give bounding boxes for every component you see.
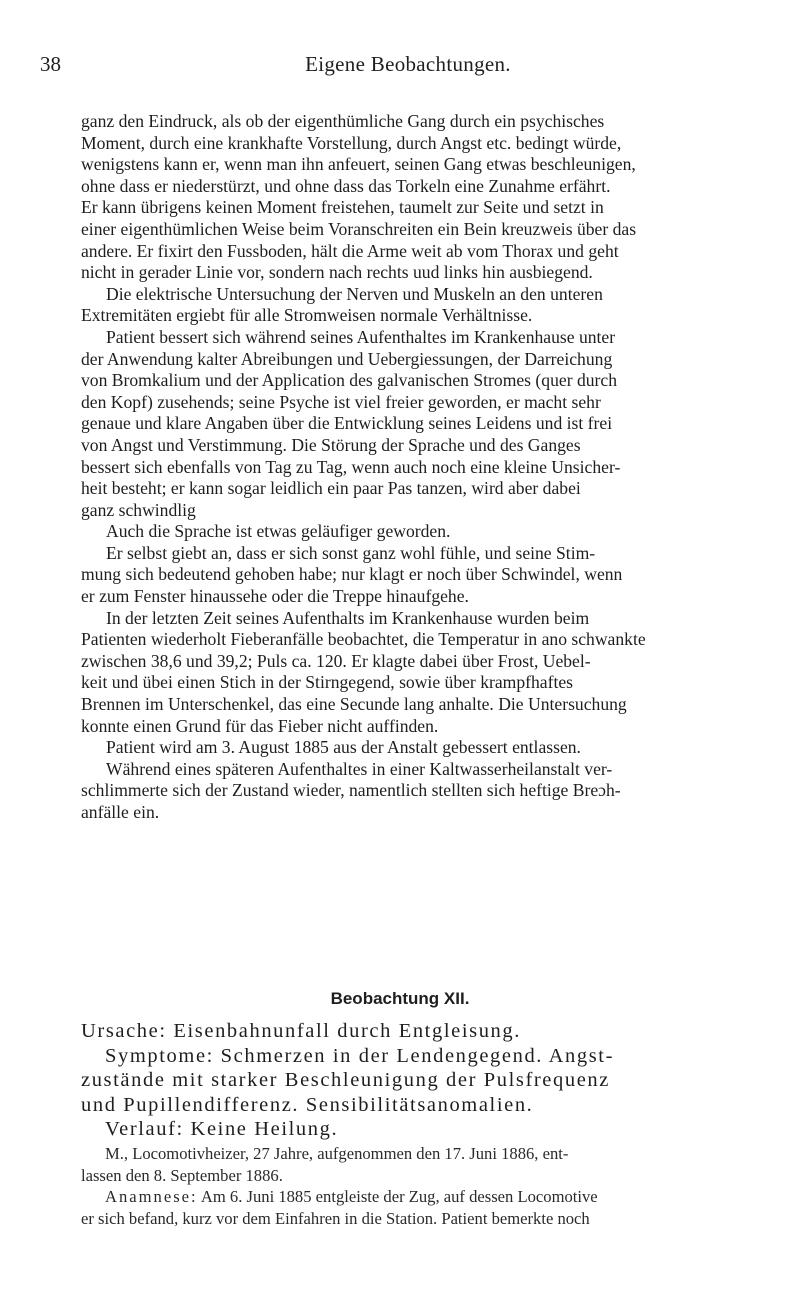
text-line: Patient wird am 3. August 1885 aus der Anstalt gebessert entlassen. <box>106 737 581 758</box>
text-line: zwischen 38,6 und 39,2; Puls ca. 120. Er klagte dabei über Frost, Uebel- <box>81 650 591 671</box>
case-summary <box>81 1019 743 1142</box>
text-line: Auch die Sprache ist etwas geläufiger geworden. <box>106 521 451 542</box>
text-line: heit besteht; er kann sogar leidlich ein paar Pas tanzen, wird aber dabei <box>81 478 581 499</box>
text-line: konnte einen Grund für das Fieber nicht auffinden. <box>81 715 439 736</box>
case-line-text: Am 6. Juni 1885 entgleiste der Zug, auf dessen Locomotive <box>197 1187 598 1206</box>
case-line <box>81 1186 743 1208</box>
case-line: M., Locomotivheizer, 27 Jahre, aufgenommen den 17. Juni 1886, ent- <box>105 1144 569 1163</box>
running-title: Eigene Beobachtungen. <box>305 52 511 76</box>
page-header <box>40 52 776 82</box>
summary-line: und Pupillendifferenz. Sensibilitätsanomalien. <box>81 1093 534 1116</box>
text-line: anfälle ein. <box>81 802 160 822</box>
case-history <box>81 1143 743 1229</box>
text-line: In der letzten Zeit seines Aufenthalts im Krankenhause wurden beim <box>106 607 590 628</box>
text-line: Patient bessert sich während seines Aufenthaltes im Krankenhause unter <box>106 326 616 347</box>
summary-line: zustände mit starker Beschleunigung der Pulsfrequenz <box>81 1069 610 1091</box>
text-line: bessert sich ebenfalls von Tag zu Tag, wenn auch noch eine kleine Unsicher- <box>81 456 621 477</box>
case-line: er sich befand, kurz vor dem Einfahren in die Station. Patient bemerkte noch <box>81 1208 590 1228</box>
text-line: von Angst und Verstimmung. Die Störung der Sprache und des Ganges <box>81 434 581 455</box>
text-line: ganz schwindlig <box>81 499 196 520</box>
text-line: Die elektrische Untersuchung der Nerven und Muskeln an den unteren <box>106 283 603 304</box>
text-line: ohne dass er niederstürzt, und ohne dass das Torkeln eine Zunahme erfährt. <box>81 175 611 196</box>
text-line: Er selbst giebt an, dass er sich sonst ganz wohl fühle, und seine Stim- <box>106 542 596 563</box>
text-line: nicht in gerader Linie vor, sondern nach rechts uud links hin ausbiegend. <box>81 262 593 283</box>
text-line: Extremitäten ergiebt für alle Stromweisen normale Verhältnisse. <box>81 305 533 326</box>
case-line: lassen den 8. September 1886. <box>81 1165 283 1185</box>
text-line: ganz den Eindruck, als ob der eigenthümliche Gang durch ein psychisches <box>81 111 605 131</box>
text-line: der Anwendung kalter Abreibungen und Uebergiessungen, der Darreichung <box>81 348 613 369</box>
text-line: er zum Fenster hinaussehe oder die Treppe hinaufgehe. <box>81 586 469 607</box>
section-heading: Beobachtung XII. <box>330 989 470 1008</box>
text-line: mung sich bedeutend gehoben habe; nur klagt er noch über Schwindel, wenn <box>81 564 623 585</box>
summary-line: Symptome: Schmerzen in der Lendengegend. Angst- <box>105 1044 615 1067</box>
anamnese-label: Anamnese: <box>105 1187 198 1206</box>
text-line: einer eigenthümlichen Weise beim Voranschreiten ein Bein kreuzweis über das <box>81 218 637 239</box>
text-line: Während eines späteren Aufenthaltes in einer Kaltwasserheilanstalt ver- <box>106 758 613 779</box>
text-line: keit und übei einen Stich in der Stirngegend, sowie über krampfhaftes <box>81 672 574 693</box>
body-text <box>81 111 743 824</box>
text-line: Brennen im Unterschenkel, das eine Secunde lang anhalte. Die Untersuchung <box>81 694 627 715</box>
text-line: Er kann übrigens keinen Moment freistehen, taumelt zur Seite und setzt in <box>81 197 604 218</box>
text-line: den Kopf) zusehends; seine Psyche ist viel freier geworden, er macht sehr <box>81 391 601 412</box>
summary-line: Verlauf: Keine Heilung. <box>105 1118 339 1140</box>
text-line: genaue und klare Angaben über die Entwicklung seines Leidens und ist frei <box>81 413 613 434</box>
text-line: andere. Er fixirt den Fussboden, hält die Arme weit ab vom Thorax und geht <box>81 240 619 261</box>
text-line: Patienten wiederholt Fieberanfälle beobachtet, die Temperatur in ano schwankte <box>81 629 646 650</box>
text-line: schlimmerte sich der Zustand wieder, namentlich stellten sich heftige Breɔh- <box>81 780 621 801</box>
text-line: wenigstens kann er, wenn man ihn anfeuert, seinen Gang etwas beschleunigen, <box>81 154 636 175</box>
summary-line: Ursache: Eisenbahnunfall durch Entgleisung. <box>81 1020 521 1042</box>
text-line: Moment, durch eine krankhafte Vorstellung, durch Angst etc. bedingt würde, <box>81 132 622 153</box>
page-number: 38 <box>40 52 61 76</box>
text-line: von Bromkalium und der Application des galvanischen Stromes (quer durch <box>81 370 618 391</box>
